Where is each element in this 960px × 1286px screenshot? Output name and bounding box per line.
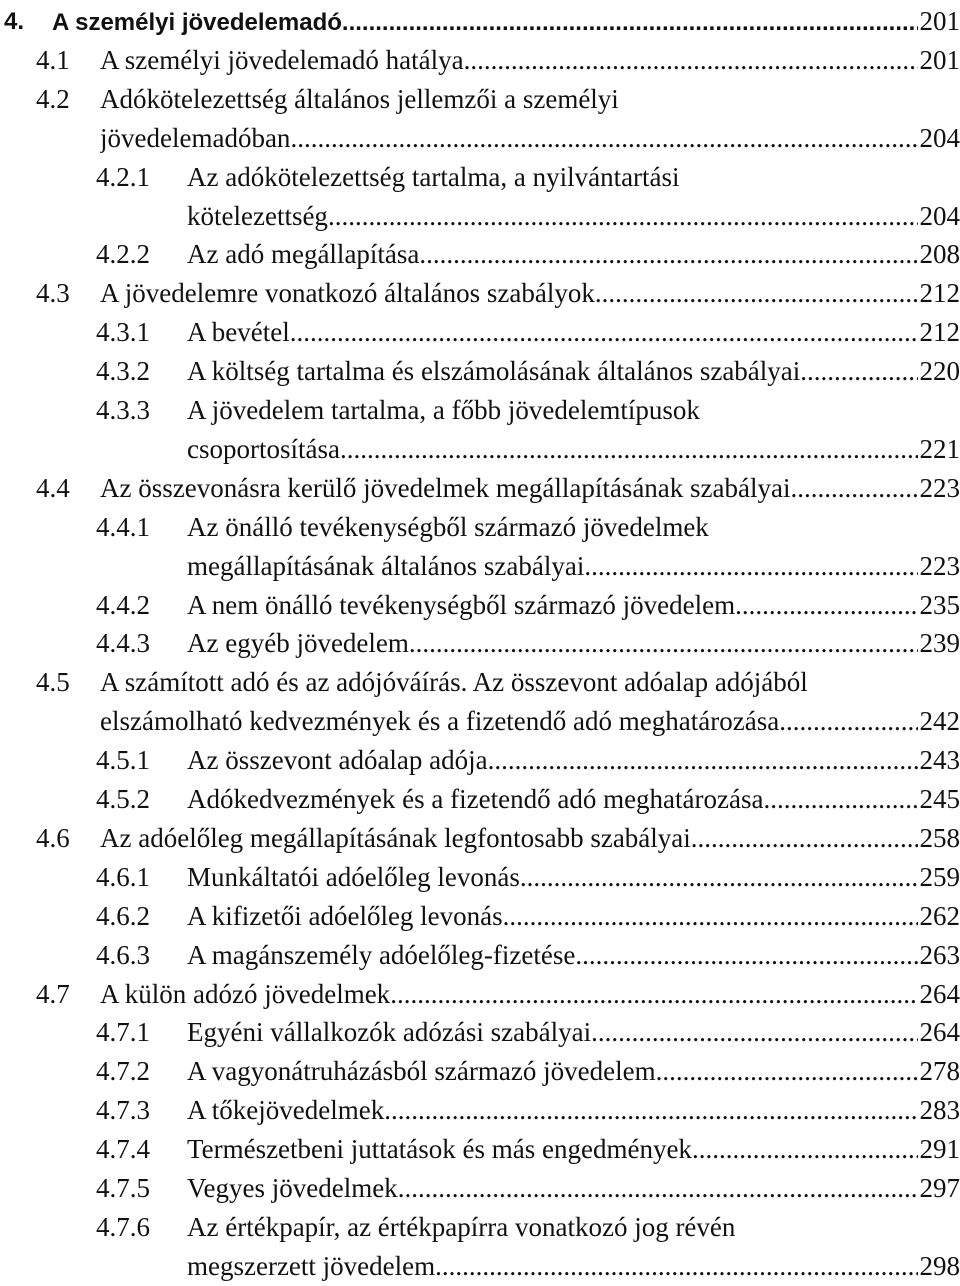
toc-entry-title: A tőkejövedelmek <box>187 1091 384 1130</box>
toc-entry[interactable] <box>0 1052 960 1091</box>
dot-leader <box>584 547 917 586</box>
dot-leader <box>779 702 917 741</box>
toc-entry-title: Vegyes jövedelmek <box>187 1169 398 1208</box>
toc-entry-text <box>187 235 960 274</box>
toc-entry[interactable] <box>0 663 960 702</box>
toc-entry-title: A bevétel <box>187 313 290 352</box>
toc-entry-text <box>100 119 960 158</box>
toc-entry[interactable] <box>0 1169 960 1208</box>
toc-entry-continuation[interactable] <box>0 119 960 158</box>
toc-entry[interactable] <box>0 780 960 819</box>
toc-entry-text <box>100 702 960 741</box>
toc-entry-text <box>187 1013 960 1052</box>
toc-entry[interactable] <box>0 975 960 1014</box>
toc-entry-text <box>187 197 960 236</box>
dot-leader <box>656 1052 918 1091</box>
toc-entry-number: 4.7.6 <box>96 1208 150 1247</box>
toc-entry-title: Egyéni vállalkozók adózási szabályai <box>187 1013 591 1052</box>
toc-entry[interactable] <box>0 1013 960 1052</box>
dot-leader <box>763 780 917 819</box>
toc-entry-text <box>187 624 960 663</box>
toc-entry-number: 4.2.1 <box>96 158 150 197</box>
dot-leader <box>390 975 917 1014</box>
toc-entry-page-number: 220 <box>918 352 960 391</box>
toc-entry-continuation[interactable] <box>0 197 960 236</box>
toc-entry-number: 4.7.5 <box>96 1169 150 1208</box>
toc-entry-number: 4. <box>4 2 24 41</box>
toc-entry[interactable] <box>0 313 960 352</box>
toc-entry[interactable] <box>0 858 960 897</box>
toc-entry-title: Munkáltatói adóelőleg levonás <box>187 858 520 897</box>
dot-leader <box>464 41 918 80</box>
toc-entry-title: A jövedelem tartalma, a főbb jövedelemtípusok <box>187 391 700 430</box>
toc-entry-page-number: 298 <box>918 1247 960 1286</box>
toc-entry-number: 4.2.2 <box>96 235 150 274</box>
toc-entry[interactable] <box>0 391 960 430</box>
toc-entry-number: 4.7 <box>36 975 70 1014</box>
toc-entry-page-number: 208 <box>918 235 960 274</box>
toc-entry-number: 4.2 <box>36 80 70 119</box>
toc-entry-text <box>100 41 960 80</box>
toc-entry-title: Az adó megállapítása <box>187 235 419 274</box>
dot-leader <box>328 197 918 236</box>
toc-entry-text <box>187 158 960 197</box>
dot-leader <box>488 741 918 780</box>
toc-entry-title: A számított adó és az adójóváírás. Az összevont adóalap adójából <box>100 663 808 702</box>
toc-entry-number: 4.5.1 <box>96 741 150 780</box>
toc-entry-title: Az értékpapír, az értékpapírra vonatkozó jog révén <box>187 1208 735 1247</box>
toc-entry-text <box>187 780 960 819</box>
toc-entry-number: 4.6.1 <box>96 858 150 897</box>
toc-entry-page-number: 201 <box>918 2 960 41</box>
toc-entry-page-number: 264 <box>918 1013 960 1052</box>
toc-entry-title: Az összevont adóalap adója <box>187 741 488 780</box>
toc-entry-text <box>100 274 960 313</box>
toc-entry-text <box>187 1091 960 1130</box>
toc-entry-title: A személyi jövedelemadó <box>52 3 342 42</box>
toc-entry-title: A kifizetői adóelőleg levonás <box>187 897 503 936</box>
toc-entry-page-number: 297 <box>918 1169 960 1208</box>
dot-leader <box>419 235 917 274</box>
toc-entry-title: A nem önálló tevékenységből származó jövedelem <box>187 586 735 625</box>
toc-entry-page-number: 201 <box>918 41 960 80</box>
toc-entry-title-continuation: megállapításának általános szabályai <box>187 547 584 586</box>
dot-leader <box>790 469 917 508</box>
toc-entry[interactable] <box>0 936 960 975</box>
toc-entry-title: Adókötelezettség általános jellemzői a személyi <box>100 80 619 119</box>
toc-entry-number: 4.3 <box>36 274 70 313</box>
toc-entry-text <box>187 741 960 780</box>
toc-entry-title-continuation: jövedelemadóban <box>100 119 290 158</box>
toc-entry-text <box>100 975 960 1014</box>
dot-leader <box>503 897 918 936</box>
toc-entry-text <box>187 313 960 352</box>
toc-entry-page-number: 283 <box>918 1091 960 1130</box>
toc-entry-text <box>187 897 960 936</box>
toc-entry-title: Az adókötelezettség tartalma, a nyilvántartási <box>187 158 680 197</box>
toc-entry-title: Az egyéb jövedelem <box>187 624 409 663</box>
toc-entry-number: 4.1 <box>36 41 70 80</box>
toc-entry-number: 4.3.1 <box>96 313 150 352</box>
toc-entry-title: A személyi jövedelemadó hatálya <box>100 41 464 80</box>
toc-entry[interactable] <box>0 1130 960 1169</box>
toc-entry-number: 4.7.1 <box>96 1013 150 1052</box>
toc-entry-page-number: 278 <box>918 1052 960 1091</box>
toc-entry[interactable] <box>0 1208 960 1247</box>
toc-entry[interactable] <box>0 41 960 80</box>
toc-entry-page-number: 258 <box>918 819 960 858</box>
toc-entry[interactable] <box>0 235 960 274</box>
toc-entry-text <box>100 469 960 508</box>
toc-entry-number: 4.6.2 <box>96 897 150 936</box>
toc-entry-page-number: 212 <box>918 274 960 313</box>
dot-leader <box>595 274 918 313</box>
toc-entry-title: A jövedelemre vonatkozó általános szabályok <box>100 274 595 313</box>
toc-entry-title-continuation: kötelezettség <box>187 197 328 236</box>
toc-entry-page-number: 223 <box>918 469 960 508</box>
dot-leader <box>409 624 918 663</box>
toc-entry-title-continuation: csoportosítása <box>187 430 340 469</box>
dot-leader <box>290 313 918 352</box>
toc-entry-text <box>187 1169 960 1208</box>
toc-entry-number: 4.7.4 <box>96 1130 150 1169</box>
toc-entry-title: Az összevonásra kerülő jövedelmek megállapításának szabályai <box>100 469 790 508</box>
toc-entry-text <box>187 547 960 586</box>
dot-leader <box>340 430 918 469</box>
toc-entry-number: 4.5.2 <box>96 780 150 819</box>
dot-leader <box>398 1169 918 1208</box>
toc-entry-text <box>187 936 960 975</box>
toc-entry-page-number: 259 <box>918 858 960 897</box>
toc-entry[interactable] <box>0 586 960 625</box>
toc-entry-number: 4.4 <box>36 469 70 508</box>
toc-entry-title: A költség tartalma és elszámolásának általános szabályai <box>187 352 800 391</box>
toc-entry-title: Az önálló tevékenységből származó jövedelmek <box>187 508 709 547</box>
toc-entry-text <box>187 1052 960 1091</box>
toc-entry-text <box>52 2 960 42</box>
toc-entry-text <box>100 819 960 858</box>
toc-entry-page-number: 239 <box>918 624 960 663</box>
toc-entry[interactable] <box>0 274 960 313</box>
toc-entry-title: A külön adózó jövedelmek <box>100 975 390 1014</box>
toc-entry-page-number: 245 <box>918 780 960 819</box>
toc-entry-number: 4.7.2 <box>96 1052 150 1091</box>
dot-leader <box>342 3 918 42</box>
toc-entry-title: A vagyonátruházásból származó jövedelem <box>187 1052 656 1091</box>
toc-entry-page-number: 235 <box>918 586 960 625</box>
dot-leader <box>692 1130 918 1169</box>
toc-entry-continuation[interactable] <box>0 430 960 469</box>
dot-leader <box>290 119 917 158</box>
toc-entry-title: Természetbeni juttatások és más engedmények <box>187 1130 692 1169</box>
toc-entry-number: 4.3.3 <box>96 391 150 430</box>
dot-leader <box>591 1013 917 1052</box>
dot-leader <box>735 586 917 625</box>
toc-entry[interactable] <box>0 819 960 858</box>
toc-entry[interactable] <box>0 741 960 780</box>
dot-leader <box>384 1091 917 1130</box>
toc-entry-continuation[interactable] <box>0 1247 960 1286</box>
toc-entry-page-number: 264 <box>918 975 960 1014</box>
dot-leader <box>520 858 918 897</box>
toc-entry-page-number: 212 <box>918 313 960 352</box>
toc-entry-page-number: 291 <box>918 1130 960 1169</box>
toc-entry-number: 4.5 <box>36 663 70 702</box>
dot-leader <box>800 352 917 391</box>
toc-entry-text <box>187 391 960 430</box>
toc-entry-number: 4.4.1 <box>96 508 150 547</box>
toc-entry-number: 4.7.3 <box>96 1091 150 1130</box>
toc-entry-continuation[interactable] <box>0 702 960 741</box>
dot-leader <box>575 936 917 975</box>
toc-entry-text <box>187 1208 960 1247</box>
toc-entry[interactable] <box>0 80 960 119</box>
toc-entry-page-number: 223 <box>918 547 960 586</box>
toc-entry-continuation[interactable] <box>0 547 960 586</box>
toc-entry-text <box>187 858 960 897</box>
toc-entry-page-number: 243 <box>918 741 960 780</box>
toc-entry-page-number: 263 <box>918 936 960 975</box>
toc-entry-title: Adókedvezmények és a fizetendő adó meghatározása <box>187 780 763 819</box>
toc-entry-text <box>187 508 960 547</box>
toc-entry-text <box>187 586 960 625</box>
toc-entry-number: 4.3.2 <box>96 352 150 391</box>
toc-entry-page-number: 221 <box>918 430 960 469</box>
toc-entry-title-continuation: megszerzett jövedelem <box>187 1247 435 1286</box>
toc-entry-number: 4.4.2 <box>96 586 150 625</box>
toc-entry-text <box>100 663 960 702</box>
toc-entry-text <box>187 1130 960 1169</box>
toc-entry-number: 4.6.3 <box>96 936 150 975</box>
toc-entry-number: 4.4.3 <box>96 624 150 663</box>
toc-entry-title-continuation: elszámolható kedvezmények és a fizetendő adó meghatározása <box>100 702 779 741</box>
toc-entry-number: 4.6 <box>36 819 70 858</box>
toc-entry[interactable] <box>0 352 960 391</box>
toc-entry-page-number: 204 <box>918 119 960 158</box>
toc-entry[interactable] <box>0 624 960 663</box>
toc-entry-text <box>100 80 960 119</box>
toc-entry-title: Az adóelőleg megállapításának legfontosabb szabályai <box>100 819 691 858</box>
toc-entry-page-number: 204 <box>918 197 960 236</box>
toc-entry[interactable] <box>0 1091 960 1130</box>
toc-entry[interactable] <box>0 469 960 508</box>
dot-leader <box>435 1247 917 1286</box>
toc-entry[interactable] <box>0 2 960 41</box>
dot-leader <box>691 819 918 858</box>
toc-entry-page-number: 262 <box>918 897 960 936</box>
toc-entry-text <box>187 1247 960 1286</box>
toc-entry-title: A magánszemély adóelőleg-fizetése <box>187 936 575 975</box>
toc-entry-text <box>187 352 960 391</box>
toc-entry[interactable] <box>0 158 960 197</box>
toc-entry[interactable] <box>0 508 960 547</box>
toc-entry-page-number: 242 <box>918 702 960 741</box>
toc-entry[interactable] <box>0 897 960 936</box>
toc-entry-text <box>187 430 960 469</box>
